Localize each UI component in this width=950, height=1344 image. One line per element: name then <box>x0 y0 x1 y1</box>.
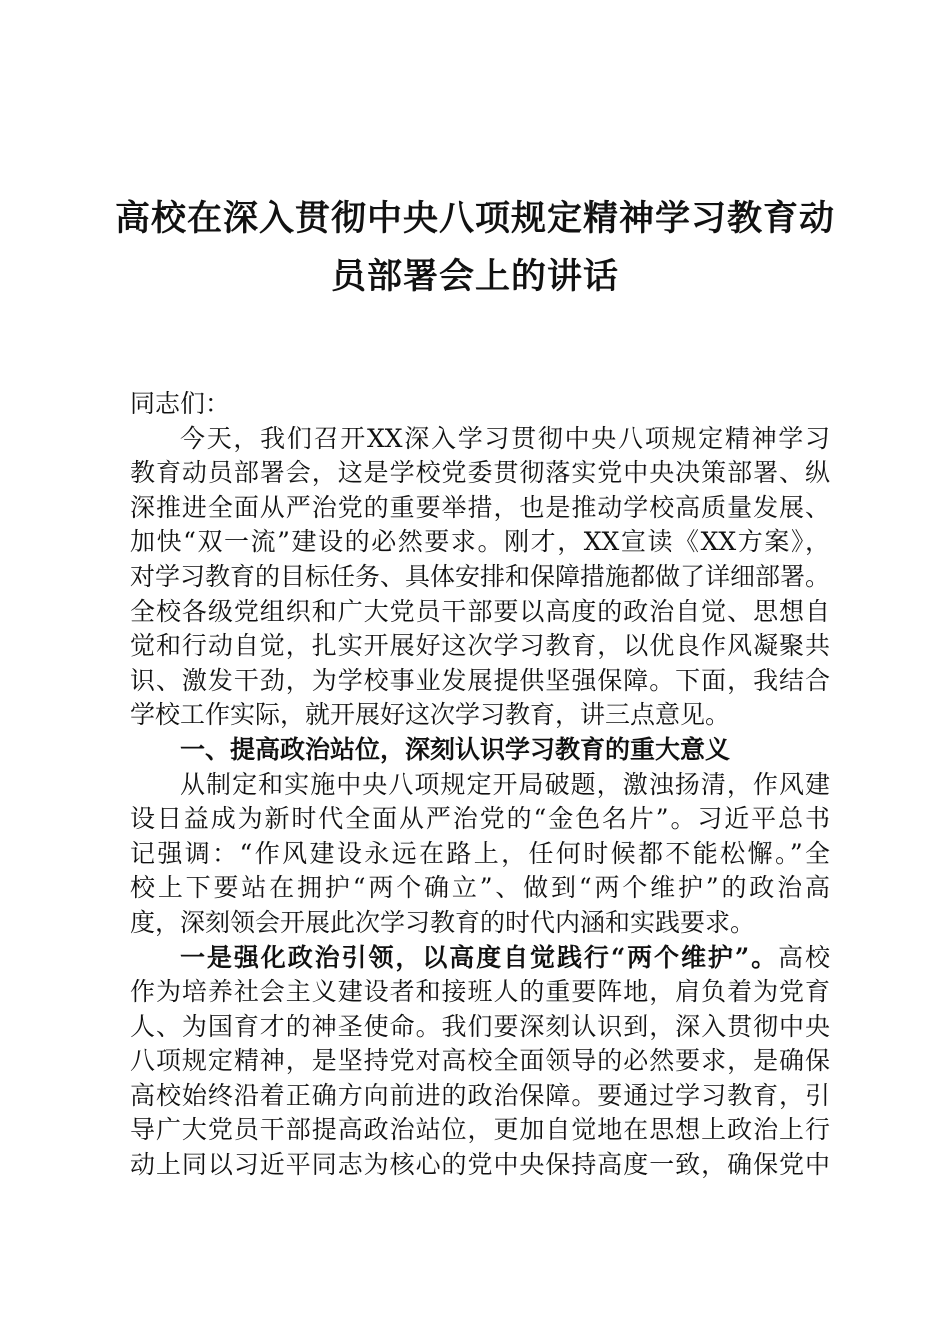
intro-line: 对学习教育的目标任务、具体安排和保障措施都做了详细部署。 <box>130 561 831 591</box>
point-1-line: 人、为国育才的神圣使命。我们要深刻认识到，深入贯彻中央 <box>130 1011 830 1041</box>
document-title <box>100 190 850 306</box>
section-1-line: 从制定和实施中央八项规定开局破题，激浊扬清，作风建 <box>180 769 830 799</box>
intro-line: 教育动员部署会，这是学校党委贯彻落实党中央决策部署、纵 <box>130 458 830 488</box>
intro-line: 识、激发干劲，为学校事业发展提供坚强保障。下面，我结合 <box>130 665 830 695</box>
intro-line: 加快“双一流”建设的必然要求。刚才，XX宣读《XX方案》， <box>130 527 830 557</box>
section-1-heading: 一、提高政治站位，深刻认识学习教育的重大意义 <box>180 734 731 764</box>
section-1-paragraph <box>130 768 830 941</box>
point-1-paragraph <box>130 941 830 1183</box>
title-line-2: 员部署会上的讲话 <box>330 256 619 297</box>
point-1-first-line <box>130 941 830 976</box>
point-1-lead: 一是强化政治引领，以高度自觉践行“两个维护”。 <box>180 942 779 972</box>
intro-paragraph <box>130 422 830 733</box>
salutation: 同志们： <box>130 389 231 418</box>
intro-line: 深推进全面从严治党的重要举措，也是推动学校高质量发展、 <box>130 492 830 522</box>
title-line-1: 高校在深入贯彻中央八项规定精神学习教育动 <box>114 198 835 239</box>
intro-line: 学校工作实际，就开展好这次学习教育，讲三点意见。 <box>130 700 731 730</box>
intro-line: 全校各级党组织和广大党员干部要以高度的政治自觉、思想自 <box>130 596 830 626</box>
intro-line: 觉和行动自觉，扎实开展好这次学习教育，以优良作风凝聚共 <box>130 631 830 661</box>
point-1-line: 动上同以习近平同志为核心的党中央保持高度一致，确保党中 <box>130 1150 830 1180</box>
point-1-lead-rest: 高校 <box>778 942 830 972</box>
point-1-line: 导广大党员干部提高政治站位，更加自觉地在思想上政治上行 <box>130 1115 830 1145</box>
section-1-line: 记强调：“作风建设永远在路上，任何时候都不能松懈。”全 <box>130 838 830 868</box>
point-1-line: 高校始终沿着正确方向前进的政治保障。要通过学习教育，引 <box>130 1080 830 1110</box>
point-1-line: 作为培养社会主义建设者和接班人的重要阵地，肩负着为党育 <box>130 977 830 1007</box>
section-1-line: 校上下要站在拥护“两个确立”、做到“两个维护”的政治高 <box>130 873 830 903</box>
section-1-line: 设日益成为新时代全面从严治党的“金色名片”。习近平总书 <box>130 804 830 834</box>
point-1-line: 八项规定精神，是坚持党对高校全面领导的必然要求，是确保 <box>130 1046 830 1076</box>
document-body <box>130 387 830 1183</box>
intro-line: 今天，我们召开XX深入学习贯彻中央八项规定精神学习 <box>180 423 830 453</box>
section-1-line: 度，深刻领会开展此次学习教育的时代内涵和实践要求。 <box>130 907 756 937</box>
